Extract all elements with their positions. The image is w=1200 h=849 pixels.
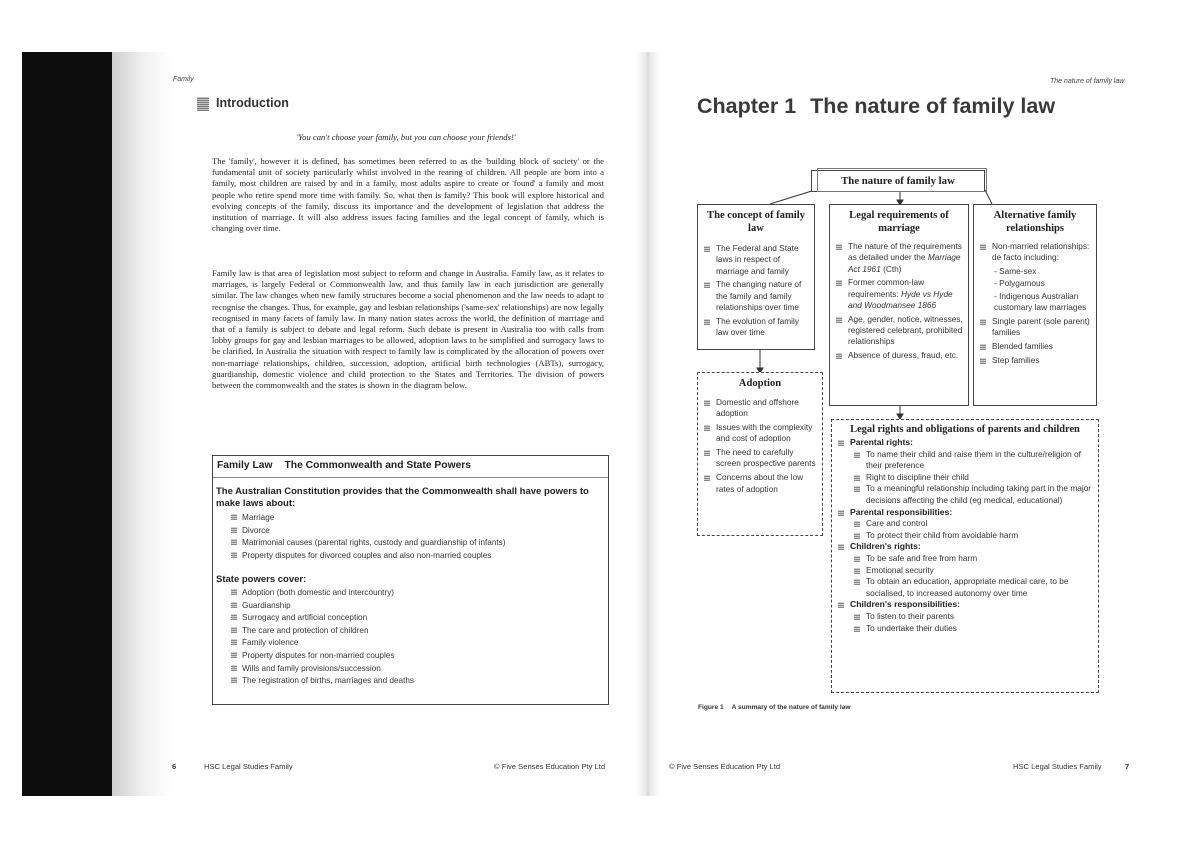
list-item: The changing nature of the family and family relationships over time: [704, 279, 810, 313]
bullet-icon: [838, 544, 844, 550]
bullet-icon: [704, 246, 710, 252]
list-item: The nature of the requirements as detailed under the Marriage Act 1961 (Cth): [836, 241, 964, 275]
left-book-title: HSC Legal Studies Family: [204, 762, 293, 771]
bullet-icon: [704, 282, 710, 288]
state-list: [231, 587, 414, 688]
bullet-icon: [704, 475, 710, 481]
list-item: The care and protection of children: [231, 625, 414, 638]
list-item: To name their child and raise them in the culture/religion of their preference: [838, 449, 1092, 472]
bullet-icon: [231, 652, 237, 658]
figure-caption-text: A summary of the nature of family law: [731, 704, 851, 711]
list-item: Non-married relationships: de facto including:: [980, 241, 1092, 264]
bullet-icon: [231, 527, 237, 533]
book-gutter: [636, 52, 660, 796]
rights-group-heading: Parental rights:: [838, 437, 1092, 449]
intro-paragraph-1: The 'family', however it is defined, has sometimes been referred to as the 'building block of society' or the fundamental unit of society particularly whilst involved in the rearing of children. All people are born into a family, most children are raised by and in a family, most adults aspire to create or 'found' a family and most people who retire spend more time with family. So, what then is family? This book will explore historical and evolving concepts of the family, discuss its importance and the development of legislation that address the institution of marriage. It will also address issues facing families and the legal concept of family, which is changing over time.: [212, 156, 604, 234]
list-item: Age, gender, notice, witnesses, registered celebrant, prohibited relationships: [836, 314, 964, 348]
bullet-icon: [838, 602, 844, 608]
list-item: To listen to their parents: [838, 611, 1092, 623]
list-item: Emotional security: [838, 565, 1092, 577]
adoption-box: [697, 372, 823, 536]
bullet-icon: [854, 556, 860, 562]
bullet-icon: [231, 639, 237, 645]
connector-concept: [770, 190, 815, 204]
commonwealth-lead: The Australian Constitution provides that the Commonwealth shall have powers to make laws about:: [216, 486, 589, 509]
list-item: Absence of duress, fraud, etc.: [836, 350, 964, 361]
bullet-icon: [704, 425, 710, 431]
bullet-icon: [836, 280, 842, 286]
bullet-icon: [854, 452, 860, 458]
bullet-icon: [854, 579, 860, 585]
left-running-header: Family: [173, 76, 194, 83]
intro-paragraph-2: Family law is that area of legislation most subject to reform and change in Australia. Family law, as it relates to marriages, is largely Federal or Commonwealth law, and thus family law in each jurisdiction are generally similar. The law changes when new family structures become a social phenomenon and the law needs to adapt to recognise the changes. Thus, for example, gay and lesbian relationships ('same-sex' relationships) are now legally recognised in many facets of family law. In many nation states across the world, the definition of marriage and that of a family is subject to debate and legal reform. Such debate is present in Australia too with calls from lobby groups for gay and lesbian marriages to be allowed, adoption laws to be simplified and surrogacy laws to be clarified. In Australia the situation with respect to family law is complicated by the allocation of powers over non-marriage relationships, children, succession, adoption, artificial birth technologies (ABTs), surrogacy, guardianship, domestic violence and child protection to the States and Territories. The division of powers between the commonwealth and the states is shown in the diagram below.: [212, 268, 604, 391]
powers-box-divider: [213, 477, 608, 478]
bullet-icon: [854, 475, 860, 481]
bullet-icon: [231, 665, 237, 671]
list-item: Marriage: [231, 512, 506, 525]
bullet-icon: [980, 244, 986, 250]
bullet-icon: [836, 317, 842, 323]
bullet-icon: [231, 602, 237, 608]
heading-marker-icon: [197, 97, 209, 111]
bullet-icon: [854, 486, 860, 492]
bullet-icon: [231, 552, 237, 558]
list-item: Property disputes for divorced couples and also non-married couples: [231, 550, 506, 563]
bullet-icon: [836, 244, 842, 250]
list-item: Right to discipline their child: [838, 472, 1092, 484]
list-item: The evolution of family law over time: [704, 316, 810, 339]
legal-list: [836, 241, 964, 361]
introduction-heading: Introduction: [216, 96, 289, 110]
left-page-number: 6: [172, 762, 177, 771]
bullet-icon: [854, 568, 860, 574]
adoption-title: Adoption: [738, 378, 782, 389]
bullet-icon: [231, 514, 237, 520]
right-book-title: HSC Legal Studies Family: [1013, 762, 1102, 771]
chapter-name: The nature of family law: [810, 94, 1056, 118]
right-publisher: © Five Senses Education Pty Ltd: [669, 762, 781, 771]
bullet-icon: [704, 450, 710, 456]
list-item: Wills and family provisions/succession: [231, 663, 414, 676]
powers-box-title-left: Family Law: [217, 460, 273, 471]
bullet-icon: [231, 539, 237, 545]
adoption-list: [704, 397, 818, 495]
list-subitem: - Polygamous: [994, 278, 1045, 289]
list-item: To be safe and free from harm: [838, 553, 1092, 565]
bullet-icon: [231, 589, 237, 595]
bullet-icon: [704, 400, 710, 406]
list-item: Care and control: [838, 518, 1092, 530]
rights-group-heading: Parental responsibilities:: [838, 507, 1092, 519]
bullet-icon: [980, 358, 986, 364]
list-item: Matrimonial causes (parental rights, custody and guardianship of infants): [231, 537, 506, 550]
list-item: Single parent (sole parent) families: [980, 316, 1092, 339]
concept-list: [704, 243, 810, 338]
diagram-root-box: [811, 170, 985, 192]
list-item: Family violence: [231, 637, 414, 650]
legal-box: [829, 204, 969, 406]
scan-edge-shadow: [22, 52, 114, 796]
concept-title: The concept of family law: [707, 210, 805, 234]
bullet-icon: [854, 626, 860, 632]
powers-box-title-right: The Commonwealth and State Powers: [284, 460, 472, 471]
list-item: Issues with the complexity and cost of adoption: [704, 422, 818, 445]
list-item: The Federal and State laws in respect of marriage and family: [704, 243, 810, 277]
bullet-icon: [231, 627, 237, 633]
scan-edge-fade: [112, 52, 172, 796]
alternative-box: [973, 204, 1097, 406]
powers-box: [212, 455, 609, 705]
list-item: To a meaningful relationship including taking part in the major decisions affecting the child (eg medical, educational): [838, 483, 1092, 506]
bullet-icon: [704, 319, 710, 325]
list-item: Guardianship: [231, 600, 414, 613]
list-item: Surrogacy and artificial conception: [231, 612, 414, 625]
list-subitem: - Indigenous Australian customary law marriages: [994, 290, 1087, 312]
powers-box-title: [217, 460, 471, 471]
bullet-icon: [854, 614, 860, 620]
list-subitem: - Same-sex: [994, 266, 1037, 277]
legal-title: Legal requirements of marriage: [849, 210, 949, 234]
list-item: To protect their child from avoidable harm: [838, 530, 1092, 542]
right-page-number: 7: [1125, 762, 1130, 771]
bullet-icon: [854, 533, 860, 539]
list-item: Property disputes for non-married couples: [231, 650, 414, 663]
bullet-icon: [980, 319, 986, 325]
bullet-icon: [231, 614, 237, 620]
alternative-list: [980, 241, 1092, 366]
list-item: Concerns about the low rates of adoption: [704, 472, 818, 495]
bullet-icon: [854, 521, 860, 527]
left-publisher: © Five Senses Education Pty Ltd: [494, 762, 606, 771]
rights-group-heading: Children's rights:: [838, 541, 1092, 553]
chapter-title: [697, 94, 1055, 119]
list-item: Adoption (both domestic and intercountry): [231, 587, 414, 600]
concept-box: [697, 204, 815, 350]
list-item: Divorce: [231, 525, 506, 538]
commonwealth-list: [231, 512, 506, 562]
rights-title: Legal rights and obligations of parents and children: [850, 424, 1080, 435]
list-item: The registration of births, marriages and deaths: [231, 675, 414, 688]
rights-list: [838, 437, 1092, 634]
intro-quote: 'You can't choose your family, but you can choose your friends!': [296, 132, 516, 142]
bullet-icon: [836, 353, 842, 359]
bullet-icon: [838, 440, 844, 446]
list-item: Step families: [980, 355, 1092, 366]
connector-alternative: [985, 190, 992, 204]
list-item: Former common-law requirements: Hyde vs Hyde and Woodmansee 1866: [836, 277, 964, 311]
list-item: Blended families: [980, 341, 1092, 352]
rights-box: [831, 419, 1099, 693]
list-item: To undertake their duties: [838, 623, 1092, 635]
diagram-root-label: The nature of family law: [841, 175, 955, 187]
list-item: The need to carefully screen prospective parents: [704, 447, 818, 470]
list-item: To obtain an education, appropriate medical care, to be socialised, to increased autonomy over time: [838, 576, 1092, 599]
right-running-header: The nature of family law: [1050, 78, 1125, 85]
bullet-icon: [838, 510, 844, 516]
figure-caption: [698, 704, 851, 711]
alternative-title: Alternative family relationships: [993, 210, 1077, 234]
list-item: Domestic and offshore adoption: [704, 397, 818, 420]
rights-group-heading: Children's responsibilities:: [838, 599, 1092, 611]
figure-caption-label: Figure 1: [698, 704, 724, 711]
bullet-icon: [980, 344, 986, 350]
bullet-icon: [231, 677, 237, 683]
state-lead: State powers cover:: [216, 574, 307, 585]
chapter-label: Chapter 1: [697, 94, 797, 118]
